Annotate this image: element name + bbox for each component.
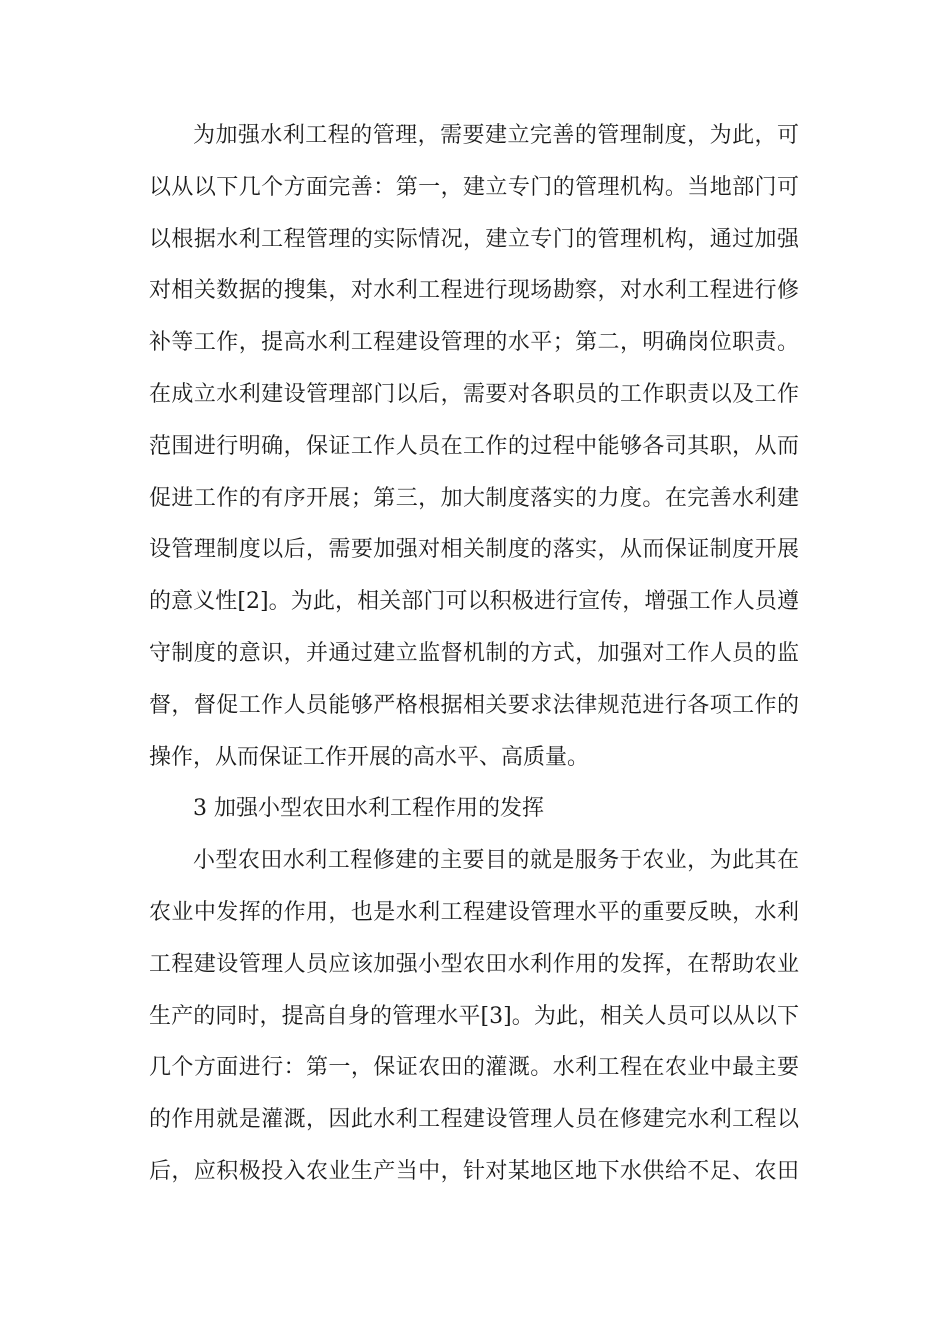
text-line: 督，督促工作人员能够严格根据相关要求法律规范进行各项工作的	[149, 692, 799, 718]
text-line: 操作，从而保证工作开展的高水平、高质量。	[149, 744, 590, 770]
section-heading	[149, 783, 799, 835]
text-line: 对相关数据的搜集，对水利工程进行现场勘察，对水利工程进行修	[149, 278, 799, 304]
paragraph-farmland-role	[149, 835, 799, 1198]
text-line: 几个方面进行：第一，保证农田的灌溉。水利工程在农业中最主要	[149, 1055, 799, 1081]
text-line: 后，应积极投入农业生产当中，针对某地区地下水供给不足、农田	[149, 1158, 799, 1184]
text-line: 生产的同时，提高自身的管理水平[3]。为此，相关人员可以从以下	[149, 1003, 799, 1029]
text-line: 在成立水利建设管理部门以后，需要对各职员的工作职责以及工作	[149, 381, 799, 407]
text-line: 小型农田水利工程修建的主要目的就是服务于农业，为此其在	[193, 848, 799, 874]
text-line: 的作用就是灌溉，因此水利工程建设管理人员在修建完水利工程以	[149, 1107, 799, 1133]
text-line: 守制度的意识，并通过建立监督机制的方式，加强对工作人员的监	[149, 640, 799, 666]
text-line: 范围进行明确，保证工作人员在工作的过程中能够各司其职，从而	[149, 433, 799, 459]
text-line: 以从以下几个方面完善：第一，建立专门的管理机构。当地部门可	[149, 174, 799, 200]
text-line: 的意义性[2]。为此，相关部门可以积极进行宣传，增强工作人员遵	[149, 589, 799, 615]
section-heading-text: 3 加强小型农田水利工程作用的发挥	[193, 796, 544, 822]
text-line: 设管理制度以后，需要加强对相关制度的落实，从而保证制度开展	[149, 537, 799, 563]
paragraph-management-system	[149, 110, 799, 783]
document-body	[149, 110, 799, 1198]
text-line: 工程建设管理人员应该加强小型农田水利作用的发挥，在帮助农业	[149, 951, 799, 977]
text-line: 促进工作的有序开展；第三，加大制度落实的力度。在完善水利建	[149, 485, 799, 511]
text-line: 为加强水利工程的管理，需要建立完善的管理制度，为此，可	[193, 123, 799, 148]
text-line: 以根据水利工程管理的实际情况，建立专门的管理机构，通过加强	[149, 226, 799, 252]
text-line: 补等工作，提高水利工程建设管理的水平；第二，明确岗位职责。	[149, 330, 799, 356]
text-line: 农业中发挥的作用，也是水利工程建设管理水平的重要反映，水利	[149, 899, 799, 925]
